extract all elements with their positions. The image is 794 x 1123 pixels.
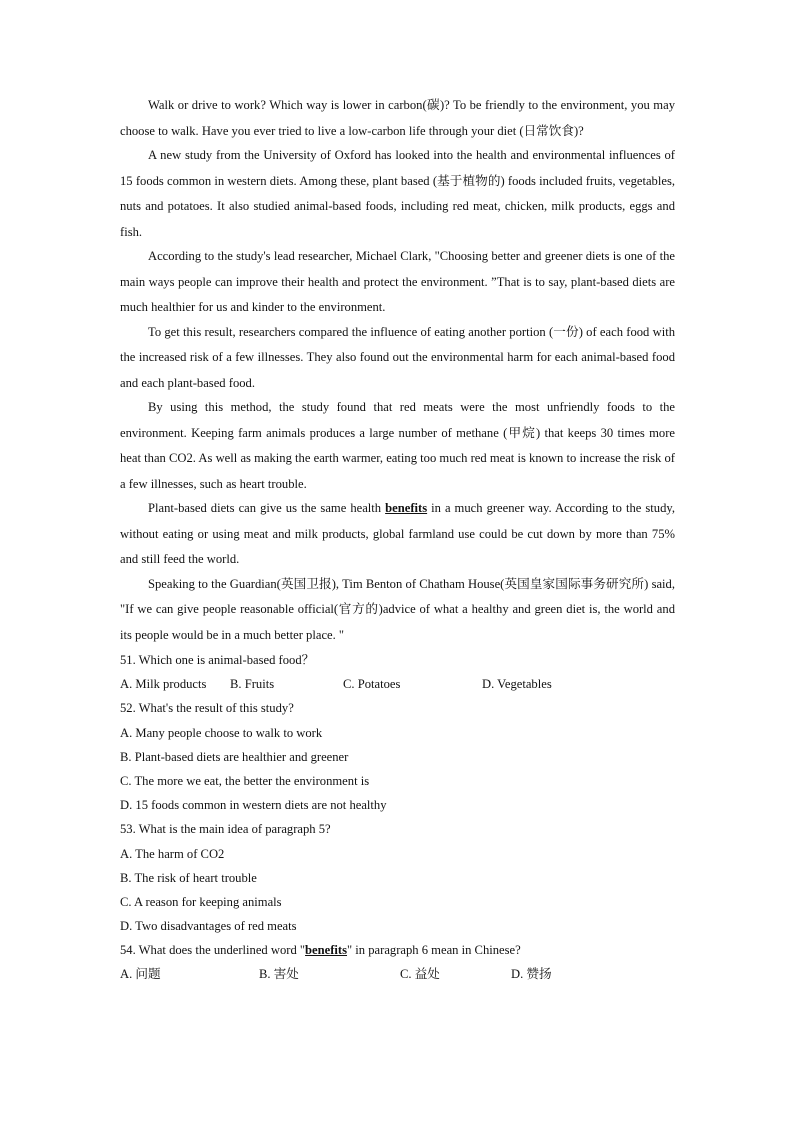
- underlined-word-benefits: benefits: [385, 501, 428, 515]
- q53-option-d[interactable]: D. Two disadvantages of red meats: [120, 919, 297, 934]
- paragraph-5: By using this method, the study found that red meats were the most unfriendly foods to the environment. Keeping farm animals produces a large number of methane (甲烷) that keeps 30 times more heat than CO2. As well as making the earth warmer, eating too much red meat is known to increase the risk of a few illnesses, such as heart trouble.: [120, 400, 675, 491]
- q52-option-a[interactable]: A. Many people choose to walk to work: [120, 725, 323, 740]
- paragraph-7: Speaking to the Guardian(英国卫报), Tim Benton of Chatham House(英国皇家国际事务研究所) said, "If we can give people reasonable official(官方的)advice of what a healthy and green diet is, the world and its people would be in a much better place. ": [120, 576, 675, 642]
- q51-option-b[interactable]: B. Fruits: [230, 677, 275, 692]
- question-53-stem: 53. What is the main idea of paragraph 5?: [120, 822, 331, 837]
- paragraph-2: A new study from the University of Oxford has looked into the health and environmental influences of 15 foods common in western diets. Among these, plant based (基于植物的) foods included fruits, vegetables, nuts and potatoes. It also studied animal-based foods, including red meat, chicken, milk products, eggs and fish.: [120, 148, 675, 239]
- q54-option-b[interactable]: B. 害处: [259, 967, 299, 982]
- q54-option-a[interactable]: A. 问题: [120, 967, 161, 982]
- q53-option-b[interactable]: B. The risk of heart trouble: [120, 870, 257, 885]
- paragraph-6-start: Plant-based diets can give us the same health: [148, 501, 386, 515]
- q54-option-c[interactable]: C. 益处: [400, 967, 440, 982]
- paragraph-1: Walk or drive to work? Which way is lower in carbon(碳)? To be friendly to the environment, you may choose to walk. Have you ever tried to live a low-carbon life through your diet (日常饮食)?: [120, 98, 675, 138]
- q51-option-d[interactable]: D. Vegetables: [482, 677, 552, 692]
- paragraph-4: To get this result, researchers compared the influence of eating another portion (一份) of each food with the increased risk of a few illnesses. They also found out the environmental harm for each animal-based food and each plant-based food.: [120, 324, 675, 390]
- paragraph-6-end: in a much greener way. According to the study, without eating or using meat and milk products, global farmland use could be cut down by more than 75% and still feed the world.: [120, 501, 676, 566]
- question-51-stem: 51. Which one is animal-based food？: [120, 653, 315, 667]
- paragraph-3: According to the study's lead researcher, Michael Clark, "Choosing better and greener diets is one of the main ways people can improve their health and protect the environment. ”That is to say, plant-based diets are much healthier for us and kinder to the environment.: [120, 249, 675, 314]
- q54-stem-start: 54. What does the underlined word ": [120, 943, 306, 958]
- q51-option-a[interactable]: A. Milk products: [120, 677, 207, 692]
- q52-option-d[interactable]: D. 15 foods common in western diets are not healthy: [120, 798, 387, 813]
- question-51-options: [120, 672, 675, 696]
- q52-option-b[interactable]: B. Plant-based diets are healthier and greener: [120, 749, 349, 764]
- paragraph-6: [120, 496, 675, 573]
- question-54-options: [120, 962, 675, 986]
- question-54-stem: [120, 938, 675, 962]
- question-52-stem: 52. What's the result of this study?: [120, 701, 294, 716]
- questions-section: [120, 648, 675, 987]
- q53-option-a[interactable]: A. The harm of CO2: [120, 846, 225, 861]
- q53-option-c[interactable]: C. A reason for keeping animals: [120, 894, 282, 909]
- q54-stem-end: " in paragraph 6 mean in Chinese?: [347, 943, 521, 958]
- q54-underlined-word: benefits: [305, 943, 348, 958]
- q52-option-c[interactable]: C. The more we eat, the better the environment is: [120, 773, 370, 788]
- q54-option-d[interactable]: D. 赞扬: [511, 967, 552, 982]
- document-page: [120, 93, 675, 987]
- q51-option-c[interactable]: C. Potatoes: [343, 677, 401, 692]
